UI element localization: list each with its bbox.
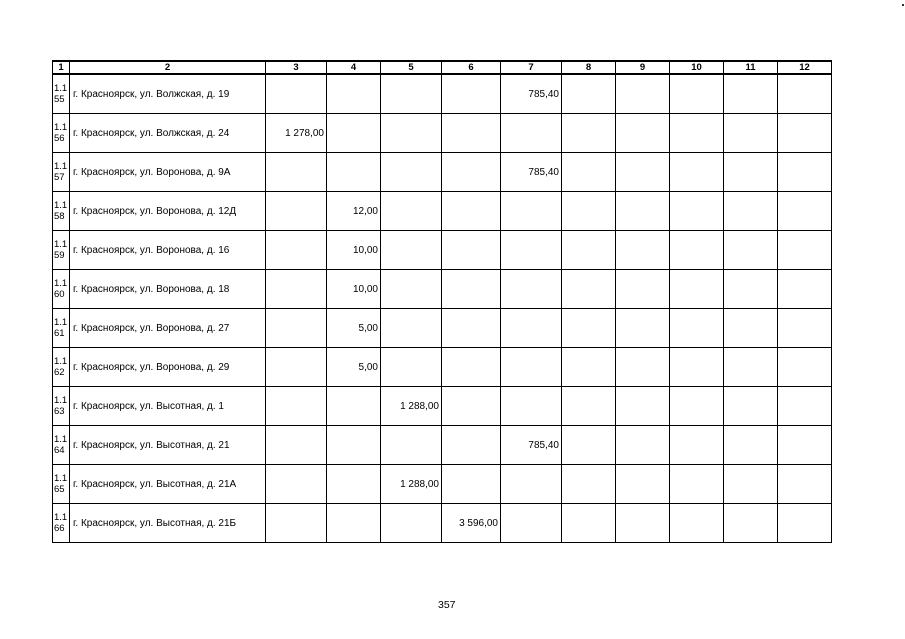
value-cell-col-11 <box>724 192 778 231</box>
column-header-4: 4 <box>327 61 381 74</box>
value-cell-col-5 <box>381 426 442 465</box>
value-cell-col-7 <box>501 504 562 543</box>
row-number-suffix: 55 <box>54 94 65 105</box>
value-cell-col-8 <box>562 504 616 543</box>
row-number-suffix: 61 <box>54 328 65 339</box>
column-header-8: 8 <box>562 61 616 74</box>
value-cell-col-5 <box>381 270 442 309</box>
row-number-suffix: 58 <box>54 211 65 222</box>
value-cell-col-8 <box>562 309 616 348</box>
table-row <box>53 387 832 426</box>
row-number-cell <box>53 192 70 231</box>
value-cell-col-6 <box>442 192 501 231</box>
value-cell-col-7 <box>501 309 562 348</box>
column-header-3: 3 <box>266 61 327 74</box>
value-cell-col-12 <box>778 348 832 387</box>
value-cell-col-10 <box>670 231 724 270</box>
value-cell-col-10 <box>670 74 724 114</box>
row-number-cell <box>53 465 70 504</box>
row-number-prefix: 1.1 <box>54 356 68 367</box>
value-cell-col-8 <box>562 270 616 309</box>
row-number-suffix: 56 <box>54 133 65 144</box>
value-cell-col-5 <box>381 231 442 270</box>
value-cell-col-3 <box>266 465 327 504</box>
value-cell-col-6 <box>442 231 501 270</box>
address-cell: г. Красноярск, ул. Волжская, д. 19 <box>70 74 266 114</box>
value-cell-col-11 <box>724 348 778 387</box>
row-number-prefix: 1.1 <box>54 122 68 133</box>
value-cell-col-10 <box>670 387 724 426</box>
row-number-prefix: 1.1 <box>54 395 68 406</box>
value-cell-col-3 <box>266 309 327 348</box>
value-cell-col-8 <box>562 153 616 192</box>
value-cell-col-11 <box>724 309 778 348</box>
row-number-suffix: 64 <box>54 445 65 456</box>
value-cell-col-8 <box>562 192 616 231</box>
value-cell-col-7 <box>501 231 562 270</box>
column-header-9: 9 <box>616 61 670 74</box>
header-row <box>53 61 832 74</box>
value-cell-col-7 <box>501 465 562 504</box>
row-number-cell <box>53 270 70 309</box>
column-header-6: 6 <box>442 61 501 74</box>
value-cell-col-4: 10,00 <box>327 270 381 309</box>
column-header-11: 11 <box>724 61 778 74</box>
row-number-prefix: 1.1 <box>54 161 68 172</box>
address-cell: г. Красноярск, ул. Высотная, д. 21Б <box>70 504 266 543</box>
value-cell-col-7 <box>501 114 562 153</box>
value-cell-col-9 <box>616 153 670 192</box>
row-number-prefix: 1.1 <box>54 200 68 211</box>
value-cell-col-12 <box>778 270 832 309</box>
value-cell-col-6 <box>442 426 501 465</box>
row-number-cell <box>53 309 70 348</box>
value-cell-col-4 <box>327 114 381 153</box>
value-cell-col-9 <box>616 426 670 465</box>
value-cell-col-8 <box>562 74 616 114</box>
value-cell-col-9 <box>616 387 670 426</box>
table-row <box>53 231 832 270</box>
row-number-cell <box>53 114 70 153</box>
value-cell-col-3 <box>266 153 327 192</box>
value-cell-col-4 <box>327 504 381 543</box>
table-row <box>53 426 832 465</box>
value-cell-col-9 <box>616 348 670 387</box>
value-cell-col-3 <box>266 270 327 309</box>
address-cell: г. Красноярск, ул. Воронова, д. 16 <box>70 231 266 270</box>
value-cell-col-9 <box>616 74 670 114</box>
value-cell-col-3 <box>266 348 327 387</box>
page-number: 357 <box>438 599 456 611</box>
value-cell-col-11 <box>724 153 778 192</box>
value-cell-col-12 <box>778 231 832 270</box>
value-cell-col-11 <box>724 387 778 426</box>
row-number-suffix: 60 <box>54 289 65 300</box>
value-cell-col-3 <box>266 231 327 270</box>
value-cell-col-10 <box>670 270 724 309</box>
row-number-cell <box>53 231 70 270</box>
table-row <box>53 153 832 192</box>
table-row <box>53 465 832 504</box>
value-cell-col-12 <box>778 114 832 153</box>
address-cell: г. Красноярск, ул. Высотная, д. 21 <box>70 426 266 465</box>
value-cell-col-8 <box>562 426 616 465</box>
value-cell-col-9 <box>616 465 670 504</box>
value-cell-col-3: 1 278,00 <box>266 114 327 153</box>
table-body <box>53 74 832 543</box>
value-cell-col-4 <box>327 387 381 426</box>
address-cell: г. Красноярск, ул. Воронова, д. 27 <box>70 309 266 348</box>
row-number-suffix: 62 <box>54 367 65 378</box>
value-cell-col-3 <box>266 387 327 426</box>
data-table <box>52 60 832 543</box>
value-cell-col-9 <box>616 114 670 153</box>
value-cell-col-3 <box>266 426 327 465</box>
row-number-suffix: 59 <box>54 250 65 261</box>
value-cell-col-7: 785,40 <box>501 74 562 114</box>
table-row <box>53 270 832 309</box>
value-cell-col-7 <box>501 387 562 426</box>
value-cell-col-10 <box>670 309 724 348</box>
row-number-suffix: 65 <box>54 484 65 495</box>
row-number-prefix: 1.1 <box>54 278 68 289</box>
value-cell-col-12 <box>778 74 832 114</box>
value-cell-col-5 <box>381 504 442 543</box>
column-header-5: 5 <box>381 61 442 74</box>
value-cell-col-11 <box>724 465 778 504</box>
value-cell-col-10 <box>670 465 724 504</box>
address-cell: г. Красноярск, ул. Воронова, д. 18 <box>70 270 266 309</box>
value-cell-col-6 <box>442 387 501 426</box>
value-cell-col-6 <box>442 465 501 504</box>
value-cell-col-10 <box>670 114 724 153</box>
value-cell-col-9 <box>616 192 670 231</box>
value-cell-col-9 <box>616 309 670 348</box>
value-cell-col-9 <box>616 231 670 270</box>
value-cell-col-6 <box>442 348 501 387</box>
value-cell-col-5 <box>381 114 442 153</box>
table-row <box>53 114 832 153</box>
value-cell-col-12 <box>778 426 832 465</box>
value-cell-col-10 <box>670 192 724 231</box>
value-cell-col-7: 785,40 <box>501 153 562 192</box>
row-number-prefix: 1.1 <box>54 239 68 250</box>
column-header-1: 1 <box>53 61 70 74</box>
value-cell-col-6 <box>442 153 501 192</box>
table-row <box>53 309 832 348</box>
value-cell-col-9 <box>616 270 670 309</box>
value-cell-col-4 <box>327 74 381 114</box>
table-row <box>53 74 832 114</box>
value-cell-col-7 <box>501 348 562 387</box>
row-number-cell <box>53 504 70 543</box>
value-cell-col-5 <box>381 309 442 348</box>
value-cell-col-10 <box>670 426 724 465</box>
column-header-12: 12 <box>778 61 832 74</box>
row-number-prefix: 1.1 <box>54 434 68 445</box>
value-cell-col-8 <box>562 114 616 153</box>
table-row <box>53 504 832 543</box>
row-number-cell <box>53 426 70 465</box>
row-number-cell <box>53 348 70 387</box>
value-cell-col-12 <box>778 465 832 504</box>
value-cell-col-6 <box>442 270 501 309</box>
value-cell-col-9 <box>616 504 670 543</box>
value-cell-col-8 <box>562 465 616 504</box>
value-cell-col-3 <box>266 74 327 114</box>
value-cell-col-4: 5,00 <box>327 348 381 387</box>
value-cell-col-12 <box>778 504 832 543</box>
value-cell-col-7 <box>501 270 562 309</box>
value-cell-col-12 <box>778 192 832 231</box>
value-cell-col-6 <box>442 309 501 348</box>
row-number-suffix: 57 <box>54 172 65 183</box>
value-cell-col-10 <box>670 348 724 387</box>
address-cell: г. Красноярск, ул. Высотная, д. 1 <box>70 387 266 426</box>
value-cell-col-11 <box>724 270 778 309</box>
table-row <box>53 348 832 387</box>
value-cell-col-5 <box>381 192 442 231</box>
value-cell-col-4 <box>327 426 381 465</box>
value-cell-col-8 <box>562 387 616 426</box>
value-cell-col-12 <box>778 387 832 426</box>
value-cell-col-11 <box>724 231 778 270</box>
address-cell: г. Красноярск, ул. Воронова, д. 29 <box>70 348 266 387</box>
value-cell-col-5 <box>381 74 442 114</box>
value-cell-col-3 <box>266 192 327 231</box>
table-row <box>53 192 832 231</box>
value-cell-col-6 <box>442 114 501 153</box>
value-cell-col-10 <box>670 153 724 192</box>
value-cell-col-7: 785,40 <box>501 426 562 465</box>
row-number-cell <box>53 74 70 114</box>
row-number-prefix: 1.1 <box>54 473 68 484</box>
address-cell: г. Красноярск, ул. Высотная, д. 21А <box>70 465 266 504</box>
value-cell-col-6 <box>442 74 501 114</box>
value-cell-col-5 <box>381 348 442 387</box>
value-cell-col-3 <box>266 504 327 543</box>
value-cell-col-12 <box>778 153 832 192</box>
row-number-cell <box>53 153 70 192</box>
column-header-7: 7 <box>501 61 562 74</box>
address-cell: г. Красноярск, ул. Воронова, д. 12Д <box>70 192 266 231</box>
value-cell-col-4: 12,00 <box>327 192 381 231</box>
row-number-prefix: 1.1 <box>54 317 68 328</box>
value-cell-col-4 <box>327 153 381 192</box>
value-cell-col-6: 3 596,00 <box>442 504 501 543</box>
value-cell-col-4 <box>327 465 381 504</box>
column-header-10: 10 <box>670 61 724 74</box>
row-number-suffix: 66 <box>54 523 65 534</box>
value-cell-col-8 <box>562 348 616 387</box>
value-cell-col-11 <box>724 74 778 114</box>
value-cell-col-10 <box>670 504 724 543</box>
row-number-prefix: 1.1 <box>54 83 68 94</box>
value-cell-col-12 <box>778 309 832 348</box>
value-cell-col-7 <box>501 192 562 231</box>
row-number-cell <box>53 387 70 426</box>
value-cell-col-11 <box>724 114 778 153</box>
address-cell: г. Красноярск, ул. Воронова, д. 9А <box>70 153 266 192</box>
value-cell-col-11 <box>724 504 778 543</box>
value-cell-col-5: 1 288,00 <box>381 465 442 504</box>
row-number-suffix: 63 <box>54 406 65 417</box>
page-corner-mark <box>902 4 904 6</box>
value-cell-col-4: 10,00 <box>327 231 381 270</box>
column-header-2: 2 <box>70 61 266 74</box>
value-cell-col-11 <box>724 426 778 465</box>
value-cell-col-8 <box>562 231 616 270</box>
row-number-prefix: 1.1 <box>54 512 68 523</box>
value-cell-col-4: 5,00 <box>327 309 381 348</box>
address-cell: г. Красноярск, ул. Волжская, д. 24 <box>70 114 266 153</box>
value-cell-col-5 <box>381 153 442 192</box>
value-cell-col-5: 1 288,00 <box>381 387 442 426</box>
